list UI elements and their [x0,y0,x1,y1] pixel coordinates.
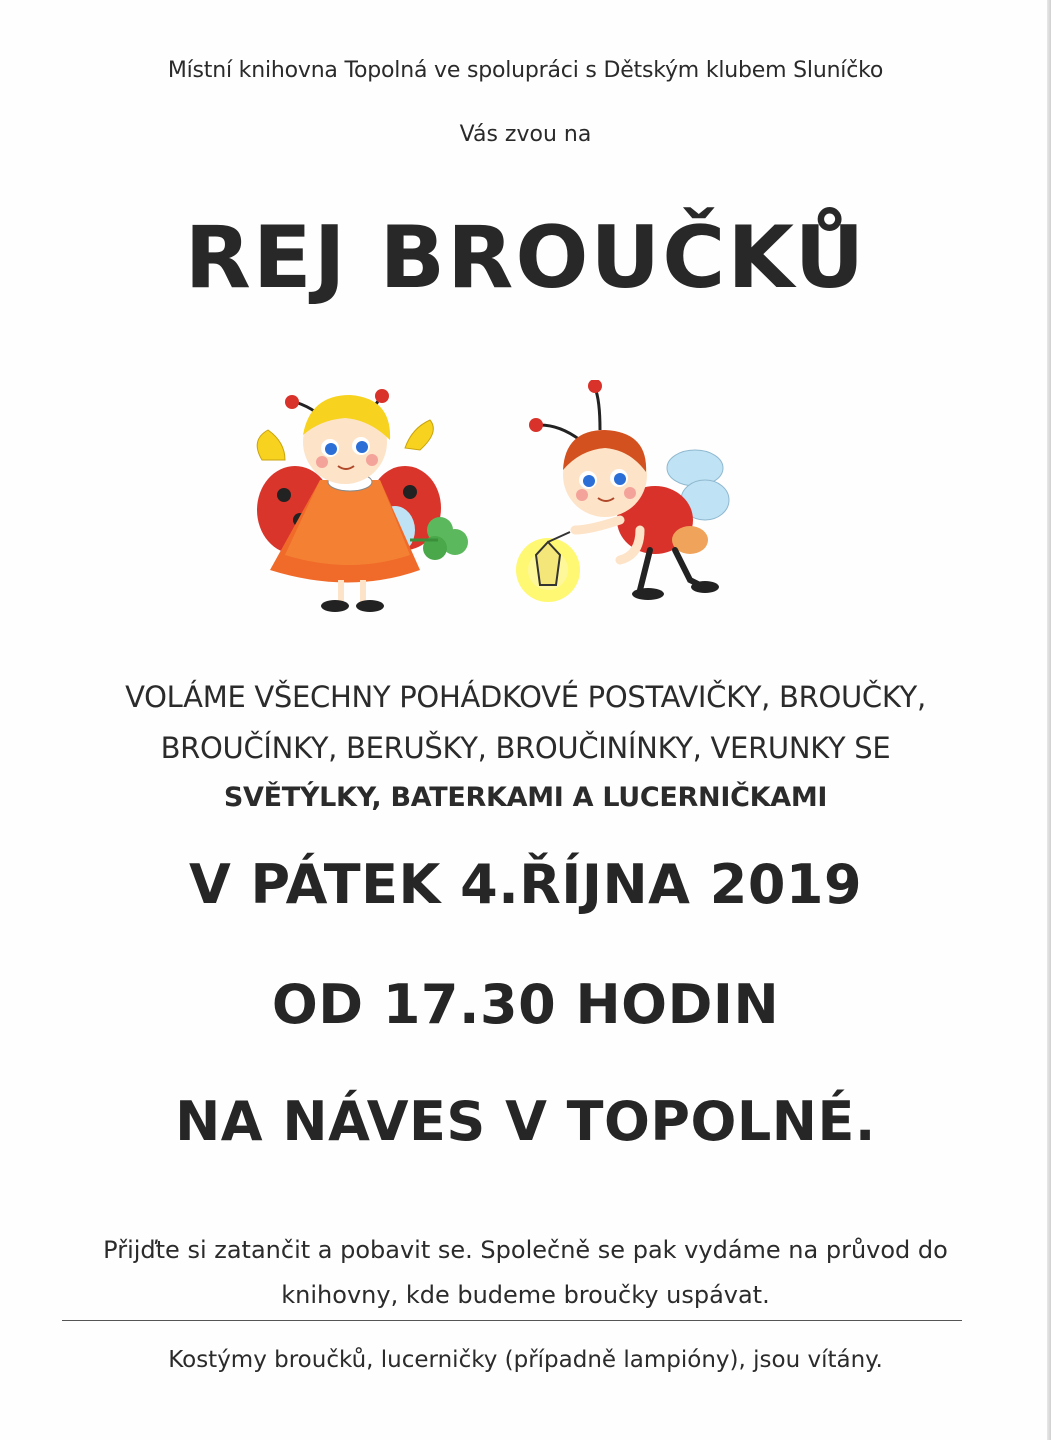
invite-line: Vás zvou na [459,122,592,147]
illustrations [0,380,1051,620]
call-line-3: SVĚTÝLKY, BATERKAMI A LUCERNIČKAMI [223,782,828,813]
organizer-line: Místní knihovna Topolná ve spolupráci s Dětským klubem Sluníčko [167,58,884,83]
event-date: V PÁTEK 4.ŘÍJNA 2019 [188,853,863,916]
call-line-2: BROUČÍNKY, BERUŠKY, BROUČINÍNKY, VERUNKY SE [160,731,891,765]
divider [62,1320,962,1321]
costumes-note: Kostýmy broučků, lucerničky (případně lampióny), jsou vítány. [168,1347,883,1373]
ladybug-girl-illustration [257,389,468,612]
event-title: REJ BROUČKŮ [184,208,867,308]
call-line-1: VOLÁME VŠECHNY POHÁDKOVÉ POSTAVIČKY, BROUČKY, [125,680,926,714]
firefly-boy-with-lantern-illustration [516,380,729,602]
event-place: NA NÁVES V TOPOLNÉ. [175,1090,876,1153]
event-time: OD 17.30 HODIN [271,973,780,1036]
note-line-1: Přijďte si zatančit a pobavit se. Společně se pak vydáme na průvod do [103,1236,948,1264]
note-line-2: knihovny, kde budeme broučky uspávat. [281,1281,770,1309]
